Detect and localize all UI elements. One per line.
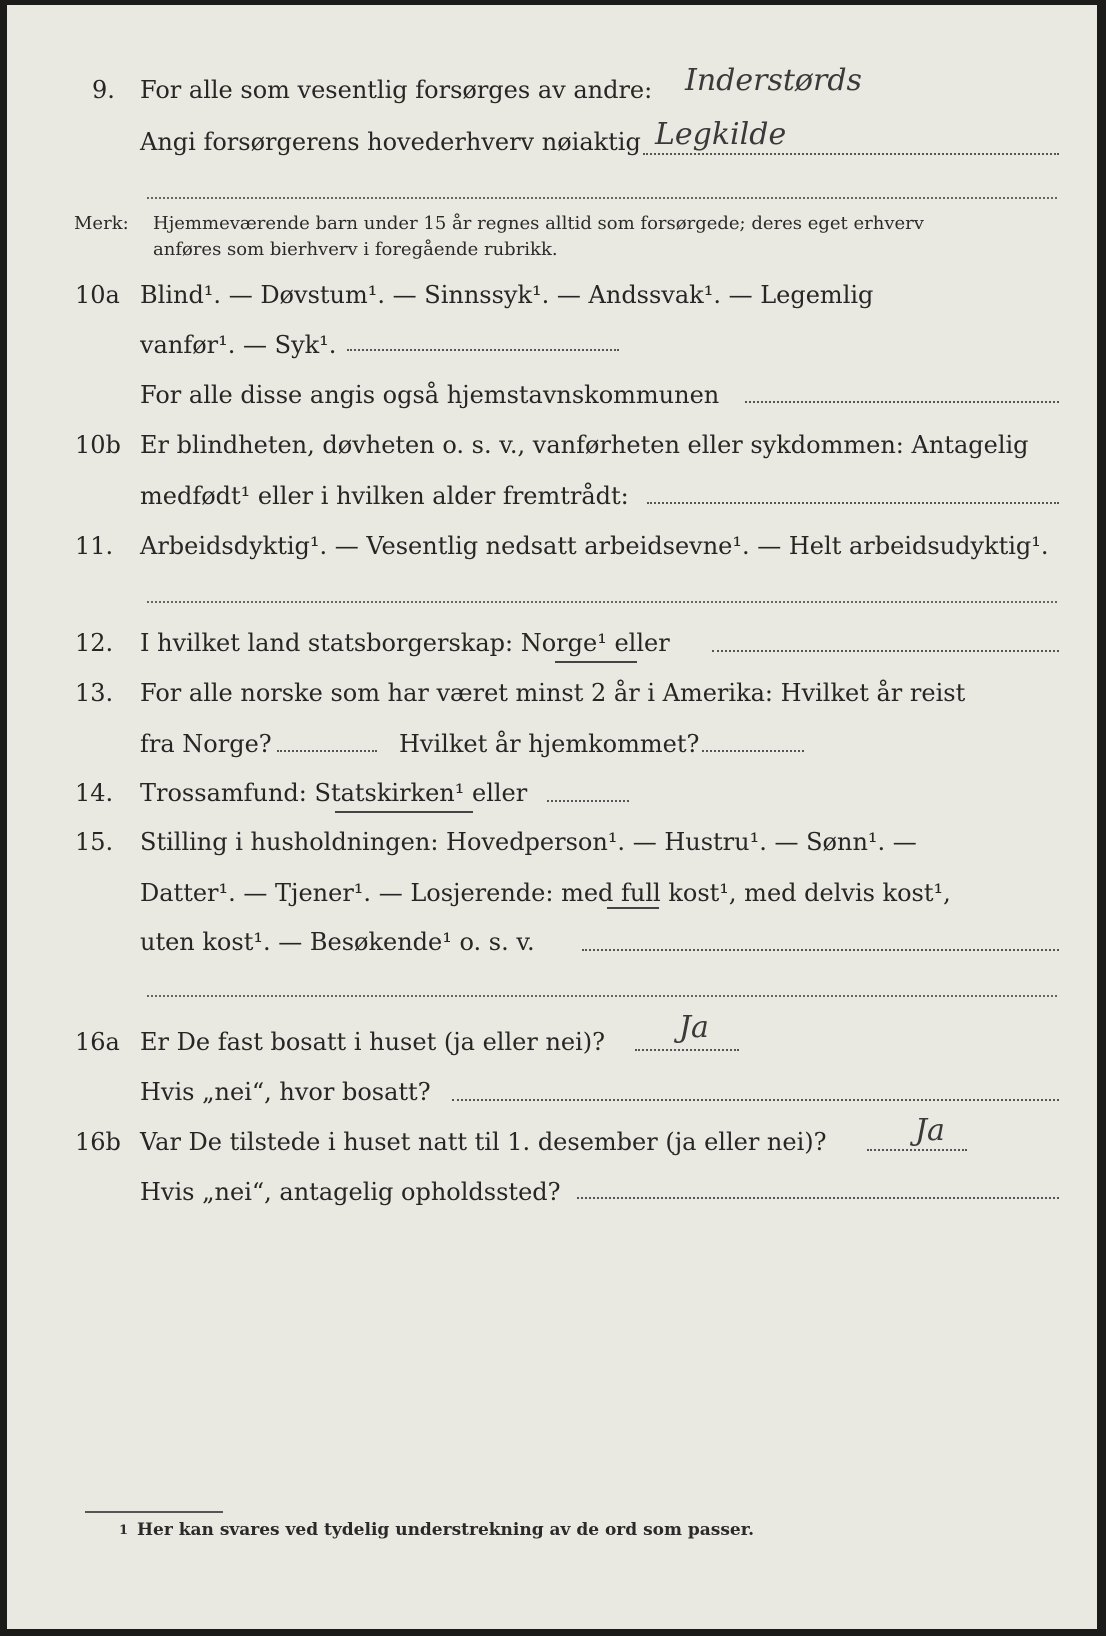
q16a-handwritten-answer: Ja: [679, 1010, 709, 1045]
q12-norge-underline: [555, 661, 637, 663]
q9-answer-line: [643, 153, 1059, 155]
q9-line1: For alle som vesentlig forsørges av andre:: [140, 76, 653, 104]
q16b-number: 16b: [75, 1128, 121, 1156]
q10b-line1: Er blindheten, døvheten o. s. v., vanførheten eller sykdommen: Antagelig: [140, 431, 1029, 459]
q12-number: 12.: [75, 629, 114, 657]
q9-line2: Angi forsørgerens hovederhverv nøiaktig: [140, 128, 641, 156]
q14-number: 14.: [75, 779, 114, 807]
q12-line1: I hvilket land statsborgerskap: Norge¹ eller: [140, 629, 670, 657]
q13-number: 13.: [75, 679, 114, 707]
q13-hjemkommet-line: [702, 750, 804, 752]
q15-number: 15.: [75, 828, 114, 856]
q16a-line1: Er De fast bosatt i huset (ja eller nei)?: [140, 1028, 606, 1056]
q16a-bosatt-line: [452, 1099, 1059, 1101]
q10a-number: 10a: [75, 281, 120, 309]
merk-line1: Hjemmeværende barn under 15 år regnes alltid som forsørgede; deres eget erhverv: [153, 213, 924, 234]
q9-handwritten-answer1: Inderstørds: [685, 63, 862, 98]
footnote-rule: [85, 1511, 223, 1513]
q16b-answer-line: [867, 1149, 967, 1151]
q16b-opholdssted-line: [577, 1197, 1059, 1199]
q11-line1: Arbeidsdyktig¹. — Vesentlig nedsatt arbeidsevne¹. — Helt arbeidsudyktig¹.: [140, 532, 1049, 560]
q10b-line2: medfødt¹ eller i hvilken alder fremtrådt:: [140, 482, 629, 510]
q14-answer-line: [547, 800, 629, 802]
q16b-line1: Var De tilstede i huset natt til 1. desember (ja eller nei)?: [140, 1128, 827, 1156]
q9-number: 9.: [92, 76, 115, 104]
q15-line1: Stilling i husholdningen: Hovedperson¹. — Hustru¹. — Sønn¹. —: [140, 828, 917, 856]
q13-reist-line: [277, 750, 377, 752]
q14-statskirken-underline: [335, 811, 473, 813]
q13-line2a: fra Norge?: [140, 730, 272, 758]
q15-line2: Datter¹. — Tjener¹. — Losjerende: med full kost¹, med delvis kost¹,: [140, 879, 951, 907]
q9-handwritten-answer2: Legkilde: [655, 117, 787, 152]
q16b-handwritten-answer: Ja: [915, 1113, 945, 1148]
q13-line1: For alle norske som har været minst 2 år i Amerika: Hvilket år reist: [140, 679, 966, 707]
q11-extra-line: [147, 601, 1057, 603]
q13-line2b: Hvilket år hjemkommet?: [399, 730, 700, 758]
q10a-line2: vanfør¹. — Syk¹.: [140, 331, 337, 359]
q15-med-underline: [607, 907, 659, 909]
q16a-number: 16a: [75, 1028, 120, 1056]
footnote-mark: 1: [119, 1523, 129, 1538]
q10b-number: 10b: [75, 431, 121, 459]
q16b-line2: Hvis „nei“, antagelig opholdssted?: [140, 1178, 561, 1206]
q15-line3: uten kost¹. — Besøkende¹ o. s. v.: [140, 928, 535, 956]
q10b-answer-line: [647, 502, 1059, 504]
footnote-text: Her kan svares ved tydelig understrekning av de ord som passer.: [137, 1520, 755, 1540]
q10a-line3: For alle disse angis også hjemstavnskommunen: [140, 381, 720, 409]
q9-extra-line: [147, 197, 1057, 199]
q12-answer-line: [712, 650, 1059, 652]
q10a-kommune-line: [745, 401, 1059, 403]
merk-label: Merk:: [74, 213, 129, 234]
q15-answer-line: [582, 949, 1059, 951]
merk-line2: anføres som bierhverv i foregående rubrikk.: [153, 239, 558, 260]
q11-number: 11.: [75, 532, 114, 560]
q10a-line1: Blind¹. — Døvstum¹. — Sinnssyk¹. — Andssvak¹. — Legemlig: [140, 281, 874, 309]
q15-extra-line: [147, 995, 1057, 997]
q14-line1: Trossamfund: Statskirken¹ eller: [140, 779, 528, 807]
q16a-answer-line: [635, 1049, 739, 1051]
q10a-syk-line: [347, 349, 619, 351]
q16a-line2: Hvis „nei“, hvor bosatt?: [140, 1078, 431, 1106]
census-form-page: [7, 5, 1097, 1629]
